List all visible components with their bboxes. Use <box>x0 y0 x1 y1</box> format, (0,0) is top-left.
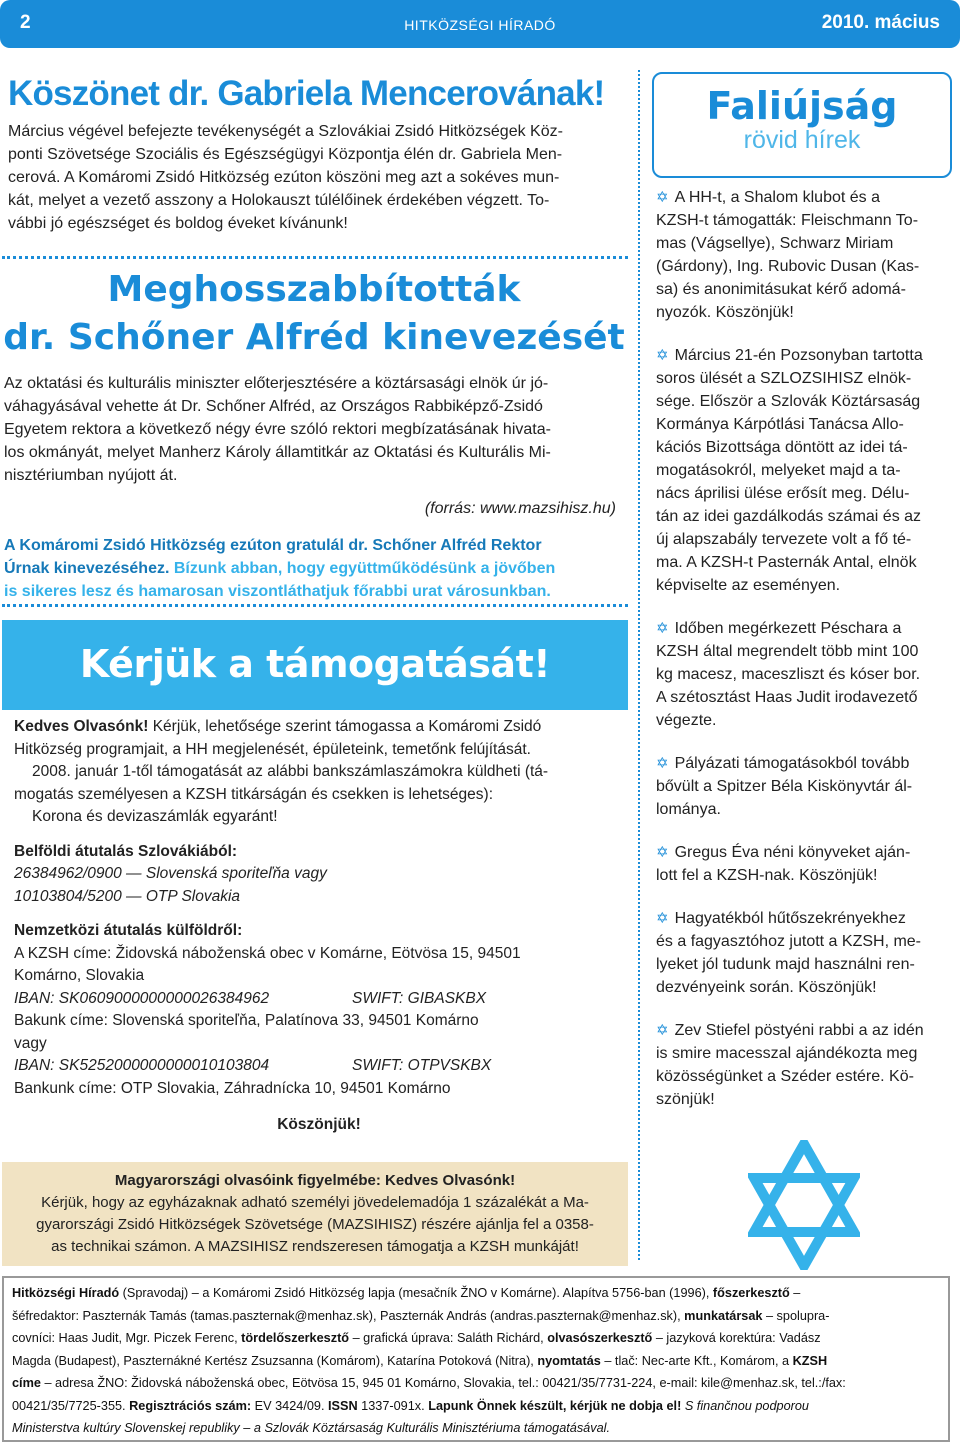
appointment-line: Egyetem rektora a következő négy évre szóló rektori megbízatásának hivata- <box>4 421 551 438</box>
bulletin-item-line <box>656 841 952 864</box>
thanks-line: kát, melyet a vezető asszony a Holokauszt túlélőinek érdekében végzett. To- <box>8 192 550 209</box>
imprint-text: olvasószerkesztő <box>547 1331 653 1345</box>
bulletin-item <box>656 186 952 324</box>
hungary-line: as technikai számon. A MAZSIHISZ rendszeresen támogatja a KZSH munkáját! <box>51 1238 579 1255</box>
appointment-headline <box>0 266 628 362</box>
thanks-line: vábbi jó egészséget és boldog éveket kívánunk! <box>8 215 348 232</box>
swift-2: SWIFT: OTPVSKBX <box>352 1057 492 1074</box>
thanks-line: cerová. A Komáromi Zsidó Hitközség ezúton köszöni meg azt a sokéves mun- <box>8 169 560 186</box>
support-p1: Kérjük, lehetősége szerint támogassa a Komáromi Zsidó <box>148 718 542 735</box>
appointment-line: nisztériumban nyújott át. <box>4 467 178 484</box>
bulletin-item-line: lott fel a KZSH-nak. Köszönjük! <box>656 867 878 884</box>
imprint-text: S finančnou podporou <box>681 1398 809 1413</box>
bulletin-item-line: sége. Először a Szlovák Köztársaság <box>656 393 921 410</box>
appointment-title-2: dr. Schőner Alfréd kinevezését <box>3 317 625 358</box>
imprint-text: nyomtatás <box>537 1353 601 1368</box>
imprint-text: – tlač: Nec-arte Kft., Komárom, a <box>600 1353 793 1368</box>
thanks-line: ponti Szövetsége Szociális és Egészségügyi Központja élén dr. Gabriela Men- <box>8 146 563 163</box>
appointment-line: váhagyásával vehette át Dr. Schőner Alfréd, az Országos Rabbiképző-Zsidó <box>4 398 543 415</box>
support-p2-line1: 2008. január 1-től támogatását az alábbi bankszámlaszámokra küldheti (tá- <box>32 763 549 780</box>
imprint-text: Magda (Budapest), Paszternákné Kertész Zsuzsanna (Komárom), Katarína Potoková (Nitra), <box>12 1353 538 1368</box>
bulletin-item-text: Zev Stiefel pöstyéni rabbi a az idén <box>674 1022 924 1039</box>
bulletin-item <box>656 344 952 597</box>
bulletin-item <box>656 1019 952 1111</box>
bulletin-item-line: tán az idei gazdálkodás számai és az <box>656 508 922 525</box>
bulletin-item-line: ma. A KZSH-t Pasternák Antal, elnök <box>656 554 917 571</box>
bulletin-item-text: Gregus Éva néni könyveket aján- <box>674 844 911 861</box>
support-banner <box>2 620 628 710</box>
bulletin-item-line <box>656 344 952 367</box>
bank-address-1: Bakunk címe: Slovenská sporiteľňa, Palatínova 33, 94501 Komárno <box>14 1012 479 1029</box>
bulletin-item-line: KZSH által megrendelt több mint 100 <box>656 643 919 660</box>
bulletin-item-line: lománya. <box>656 801 721 818</box>
star-of-david-icon: ✡ <box>656 620 669 637</box>
imprint-text: Lapunk Önnek készült, kérjük ne dobja el! <box>428 1398 682 1413</box>
imprint-text: munkatársak <box>684 1308 763 1323</box>
bulletin-item-line: bővült a Spitzer Béla Kiskönyvtár ál- <box>656 778 913 795</box>
domestic-account: 26384962/0900 — Slovenská sporiteľňa vagy <box>14 865 327 882</box>
support-p1-line2: Hitközség programjait, a HH megjelenését, épületeink, temetőnk felújítását. <box>14 740 531 758</box>
swift-1: SWIFT: GIBASKBX <box>352 989 487 1007</box>
bulletin-item-line <box>656 752 952 775</box>
imprint-text: ISSN <box>328 1398 358 1413</box>
bulletin-item-line: soros ülését a SZLOZSIHISZ elnök- <box>656 370 912 387</box>
imprint-text: Regisztrációs szám: <box>129 1398 252 1413</box>
star-of-david-icon: ✡ <box>656 347 669 364</box>
bulletin-item-line: és a fagyasztóhoz jutott a KZSH, me- <box>656 933 922 950</box>
appointment-title-1: Meghosszabbították <box>107 269 521 310</box>
bulletin-item-line: mas (Vágsellye), Schwarz Miriam <box>656 235 894 252</box>
hungary-line: Kérjük, hogy az egyházaknak adható személyi jövedelemadója 1 százalékát a Ma- <box>41 1194 589 1211</box>
bulletin-column <box>650 72 952 1111</box>
bulletin-item <box>656 617 952 732</box>
bulletin-item-line: lyeket jól tudunk majd használni ren- <box>656 956 915 973</box>
appointment-body <box>4 372 628 603</box>
thanks-article <box>8 74 628 235</box>
bulletin-item-line: KZSH-t támogatták: Fleischmann To- <box>656 212 919 229</box>
bulletin-item-line: sa) és anonimitásukat kérő adomá- <box>656 281 906 298</box>
support-p2-line2: mogatás személyesen a KZSH titkárságán és csekken is lehetséges): <box>14 785 494 803</box>
imprint-text: – adresa ŽNO: Židovská náboženská obec, Eötvösa 15, 945 01 Komárno, Slovakia, tel.: 00421/35/7731-224, e-mail: kile@menhaz.sk, tel.:/fax: <box>40 1376 846 1390</box>
congrats-line-1: A Komáromi Zsidó Hitközség ezúton gratulál dr. Schőner Alfréd Rektor <box>4 537 542 554</box>
imprint-text: KZSH <box>792 1353 828 1368</box>
bulletin-item-line: új alapszabály tervezete volt a fő té- <box>656 531 912 548</box>
domestic-account: 10103804/5200 — OTP Slovakia <box>14 887 241 905</box>
thanks-title: Köszönet dr. Gabriela Mencerovának! <box>8 74 605 113</box>
imprint-text: Hitközségi Híradó <box>12 1286 120 1300</box>
bulletin-item-line: szönjük! <box>656 1091 715 1108</box>
thanks-line: Március végével befejezte tevékenységét a Szlovákiai Zsidó Hitközségek Köz- <box>8 123 563 140</box>
support-banner-title: Kérjük a támogatását! <box>79 642 551 686</box>
bulletin-title: Faliújság <box>706 84 898 128</box>
imprint-text: – grafická úprava: Saláth Richárd, <box>349 1331 548 1345</box>
column-divider <box>638 70 640 1260</box>
bulletin-item-line <box>656 1019 952 1042</box>
bulletin-item-line: (Gárdony), Ing. Rubovic Dusan (Kas- <box>656 258 920 275</box>
hungary-notice <box>2 1162 628 1266</box>
issue-date: 2010. mácius <box>821 12 940 33</box>
congrats-line-3: is sikeres lesz és hamarosan viszontláthatjuk főrabbi urat városunkban. <box>4 583 551 600</box>
imprint-footer <box>2 1276 950 1442</box>
bulletin-item-line <box>656 617 952 640</box>
bulletin-item-line: kációs Bizottsága döntött az idei tá- <box>656 439 908 456</box>
congrats-line-2a: Úrnak kinevezéséhez. <box>4 560 170 577</box>
page-number: 2 <box>20 12 31 33</box>
intl-address: Komárno, Slovakia <box>14 967 145 984</box>
imprint-text: EV 3424/09. <box>251 1398 329 1413</box>
intl-title: Nemzetközi átutalás külföldről: <box>14 922 243 939</box>
or-text: vagy <box>14 1034 47 1052</box>
imprint-text: tördelőszerkesztő <box>241 1331 350 1345</box>
imprint-text: (Spravodaj) – a Komáromi Zsidó Hitközség lapja (mesačník ŽNO v Komárne). Alapítva 5756-ban (1996), <box>119 1286 713 1300</box>
bulletin-item-line: nyozók. Köszönjük! <box>656 304 794 321</box>
support-thanks: Köszönjük! <box>277 1116 361 1133</box>
bulletin-item-line: dezvényeink során. Köszönjük! <box>656 979 877 996</box>
bulletin-item-text: Pályázati támogatásokból tovább <box>674 755 910 772</box>
star-of-david-icon: ✡ <box>656 844 669 861</box>
bulletin-item-line <box>656 907 952 930</box>
support-box <box>2 620 628 1156</box>
bank-address-2: Bankunk címe: OTP Slovakia, Záhradnícka 10, 94501 Komárno <box>14 1079 451 1097</box>
iban-2: IBAN: SK5252000000000010103804 <box>14 1057 270 1074</box>
bulletin-item-line: kg macesz, maceszliszt és kóser bor. <box>656 666 921 683</box>
imprint-text: 00421/35/7725-355. <box>12 1398 130 1413</box>
bulletin-item <box>656 841 952 887</box>
imprint-text: Ministerstva kultúry Slovenskej republiky – a Szlovák Köztársaság Kulturális Minisztériuma támogatásával. <box>12 1421 610 1435</box>
imprint-text: – spolupra- <box>762 1308 830 1323</box>
star-of-david-icon: ✡ <box>656 755 669 772</box>
iban-1: IBAN: SK0609000000000026384962 <box>14 989 270 1007</box>
star-of-david-icon <box>748 1140 860 1270</box>
bulletin-item-line: képviselte az eseményen. <box>656 577 841 594</box>
bulletin-header <box>652 72 952 178</box>
bulletin-item-text: Időben megérkezett Péschara a <box>674 620 902 637</box>
intl-address: A KZSH címe: Židovská náboženská obec v Komárne, Eötvösa 15, 94501 <box>14 944 521 962</box>
imprint-text: – jazyková korektúra: Vadász <box>652 1331 821 1345</box>
appointment-line: Az oktatási és kulturális miniszter előterjesztésére a köztársasági elnök úr jó- <box>4 375 549 392</box>
star-of-david-icon: ✡ <box>656 910 669 927</box>
star-of-david-icon: ✡ <box>656 1022 669 1039</box>
congrats-line-2b: Bízunk abban, hogy együttműködésünk a jövőben <box>169 560 556 577</box>
imprint-text: 1337-091x. <box>357 1398 429 1413</box>
star-of-david-icon: ✡ <box>656 189 669 206</box>
divider <box>2 604 628 607</box>
appointment-line: los okmányát, melyet Manherz Károly államtitkár az Oktatási és Kulturális Mi- <box>4 444 551 461</box>
hungary-line: gyarországi Zsidó Hitközségek Szövetsége (MAZSIHISZ) részére ajánlja fel a 0358- <box>36 1216 594 1233</box>
bulletin-item-text: Március 21-én Pozsonyban tartotta <box>674 347 923 364</box>
domestic-title: Belföldi átutalás Szlovákiából: <box>14 842 238 860</box>
bulletin-subtitle: rövid hírek <box>743 126 861 154</box>
bulletin-item-line: végezte. <box>656 712 717 729</box>
imprint-text: – <box>789 1286 801 1300</box>
bulletin-item-line: mogatásokról, melyeket majd a ta- <box>656 462 901 479</box>
support-p2-line3: Korona és devizaszámlák egyaránt! <box>32 808 278 825</box>
imprint-text: šéfredaktor: Paszternák Tamás (tamas.paszternak@menhaz.sk), Paszternák András (andras.paszternak@menhaz.sk), <box>12 1308 685 1323</box>
bulletin-item-line: Kormánya Kárpótlási Tanácsa Allo- <box>656 416 904 433</box>
bulletin-item-line <box>656 186 952 209</box>
divider <box>2 256 628 259</box>
bulletin-item-text: Hagyatékból hűtőszekrényekhez <box>674 910 906 927</box>
appointment-source: (forrás: www.mazsihisz.hu) <box>424 500 616 517</box>
page-header <box>0 0 960 48</box>
hungary-title: Magyarországi olvasóink figyelmébe: Kedves Olvasónk! <box>114 1172 516 1189</box>
bulletin-item-line: nács áprilisi ülése erősít meg. Délu- <box>656 485 910 502</box>
imprint-text: covníci: Haas Judit, Mgr. Piczek Ferenc, <box>12 1331 242 1345</box>
bulletin-item-line: is smire macesszal ajándékozta meg <box>656 1045 918 1062</box>
bulletin-item-line: közösségünket a Széder estére. Kö- <box>656 1068 914 1085</box>
support-greeting: Kedves Olvasónk! <box>14 718 149 735</box>
imprint-text: főszerkesztő <box>712 1286 790 1300</box>
imprint-text: címe <box>12 1376 41 1390</box>
bulletin-item-text: A HH-t, a Shalom klubot és a <box>674 189 881 206</box>
bulletin-item <box>656 752 952 821</box>
bulletin-item-line: A szétosztást Haas Judit irodavezető <box>656 689 918 706</box>
bulletin-item <box>656 907 952 999</box>
newspaper-name: HITKÖZSÉGI HÍRADÓ <box>404 17 556 33</box>
